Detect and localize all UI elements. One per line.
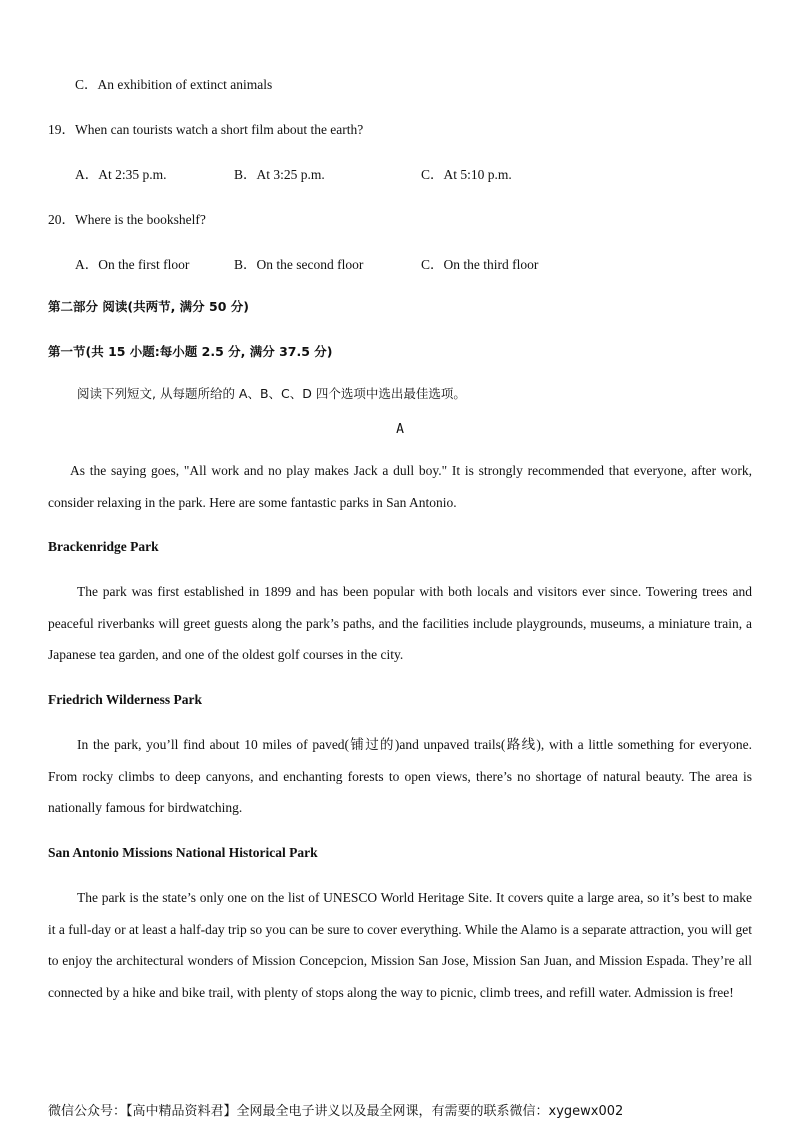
- q20-option-b: B．On the second floor: [234, 257, 364, 272]
- q20-question: 20．Where is the bookshelf?: [48, 212, 206, 227]
- park-heading-brackenridge: Brackenridge Park: [48, 539, 159, 554]
- park-heading-missions: San Antonio Missions National Historical Park: [48, 845, 318, 860]
- q20-option-c: C．On the third floor: [421, 257, 539, 272]
- instruction: 阅读下列短文, 从每题所给的 A、B、C、D 四个选项中选出最佳选项。: [77, 386, 466, 401]
- q19-question: 19．When can tourists watch a short film about the earth?: [48, 122, 364, 137]
- q19-option-b: B．At 3:25 p.m.: [234, 167, 325, 182]
- passage-label: A: [396, 422, 404, 437]
- q20-option-a: A．On the first floor: [75, 257, 190, 272]
- q19-option-a: A．At 2:35 p.m.: [75, 167, 167, 182]
- part2-heading: 第二部分 阅读(共两节, 满分 50 分): [48, 299, 249, 314]
- park-text-missions: The park is the state’s only one on the list of UNESCO World Heritage Site. It covers quite a large area, so it’s best to make it a full-day or at least a half-day trip so you can be sure to cover everything. While the Alamo is a separate attraction, you will get to enjoy the architectural wonders of Mission Concepcion, Mission San Jose, Mission San Juan, and Mission Espada. They’re all connected by a hike and bike trail, with plenty of stops along the way to picnic, climb trees, and refill water. Admission is free!: [48, 890, 752, 1000]
- intro-paragraph: As the saying goes, "All work and no play makes Jack a dull boy." It is strongly recommended that everyone, after work, consider relaxing in the park. Here are some fantastic parks in San Antonio.: [48, 463, 752, 510]
- q18-option-c: C．An exhibition of extinct animals: [75, 77, 273, 92]
- park-heading-friedrich: Friedrich Wilderness Park: [48, 692, 202, 707]
- q19-option-c: C．At 5:10 p.m.: [421, 167, 512, 182]
- park-text-friedrich: In the park, you’ll find about 10 miles of paved(铺过的)and unpaved trails(路线), with a little something for everyone. From rocky climbs to deep canyons, and enchanting forests to open views, there’s no shortage of natural beauty. The area is nationally famous for birdwatching.: [48, 737, 752, 815]
- footer-note: 微信公众号：【高中精品资料君】全网最全电子讲义以及最全网课，有需要的联系微信：xygewx002: [48, 1104, 624, 1119]
- park-text-brackenridge: The park was first established in 1899 and has been popular with both locals and visitors ever since. Towering trees and peaceful riverbanks will greet guests along the park’s paths, and the facilities include playgrounds, museums, a miniature train, a Japanese tea garden, and one of the oldest golf courses in the city.: [48, 584, 752, 662]
- section1-heading: 第一节(共 15 小题:每小题 2.5 分, 满分 37.5 分): [48, 344, 333, 359]
